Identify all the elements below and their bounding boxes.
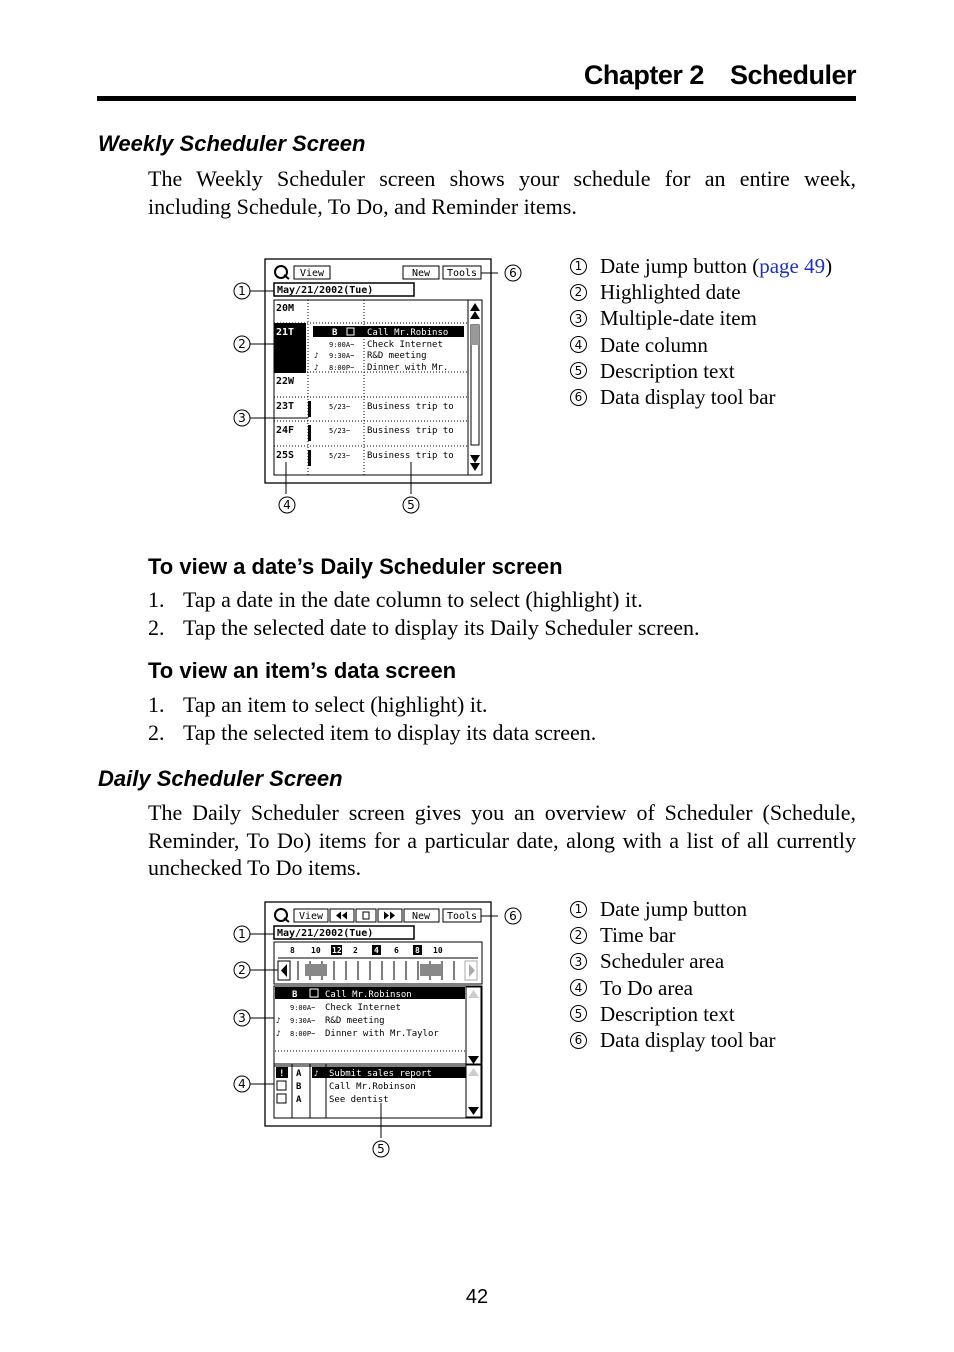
svg-text:May/21/2002(Tue): May/21/2002(Tue)	[277, 285, 374, 296]
chapter-title: Scheduler	[729, 60, 856, 90]
svg-text:View: View	[298, 911, 324, 922]
svg-text:9:00A~: 9:00A~	[290, 1004, 316, 1012]
callout-item: 3 Multiple-date item	[570, 305, 832, 331]
svg-text:Business trip to: Business trip to	[367, 402, 454, 412]
svg-text:Dinner with Mr.: Dinner with Mr.	[367, 363, 449, 373]
svg-text:5/23~: 5/23~	[329, 452, 351, 460]
daily-scheduler-screenshot	[228, 898, 528, 1163]
item-view-step-1: 1. Tap an item to select (highlight) it.	[148, 692, 488, 717]
weekly-callout-list	[570, 253, 832, 410]
new-button[interactable]	[403, 266, 439, 279]
svg-text:3: 3	[238, 411, 246, 425]
svg-text:♪: ♪	[276, 1016, 281, 1025]
svg-text:A: A	[296, 1095, 302, 1105]
chapter-heading	[584, 60, 856, 91]
item-view-title: To view an item’s data screen	[148, 658, 457, 683]
date-field[interactable]	[274, 283, 414, 296]
page-number: 42	[465, 1286, 489, 1308]
svg-text:24F: 24F	[276, 425, 295, 436]
page-link[interactable]: page 49	[759, 254, 826, 278]
today-button[interactable]	[356, 909, 376, 922]
svg-text:Business trip to: Business trip to	[367, 426, 454, 436]
svg-text:9:00A~: 9:00A~	[329, 341, 355, 349]
alarm-icon: ♪	[314, 363, 319, 372]
svg-text:!: !	[279, 1069, 285, 1079]
date-field[interactable]	[274, 926, 414, 939]
svg-text:♪: ♪	[276, 1029, 281, 1038]
svg-text:6: 6	[509, 266, 517, 280]
svg-text:23T: 23T	[276, 401, 295, 412]
view-button[interactable]	[294, 909, 328, 922]
svg-text:May/21/2002(Tue): May/21/2002(Tue)	[277, 928, 374, 939]
svg-text:5: 5	[407, 498, 415, 512]
callout-item: 6 Data display tool bar	[570, 384, 832, 410]
svg-text:Check Internet: Check Internet	[367, 340, 443, 350]
daily-section-title: Daily Scheduler Screen	[98, 766, 343, 791]
callout-item: 4 To Do area	[570, 975, 776, 1001]
svg-text:R&D meeting: R&D meeting	[367, 351, 427, 361]
svg-text:See dentist: See dentist	[329, 1095, 389, 1105]
weekly-scheduler-screenshot	[228, 255, 528, 520]
svg-text:Tools: Tools	[446, 268, 478, 279]
svg-text:8: 8	[415, 946, 420, 955]
callout-item: 1 Date jump button	[570, 896, 776, 922]
weekly-intro: The Weekly Scheduler screen shows your schedule for an entire week, including Schedule, To Do, and Reminder items.	[148, 166, 856, 219]
callout-item: 6 Data display tool bar	[570, 1027, 776, 1053]
svg-text:1: 1	[238, 927, 246, 941]
tools-button[interactable]	[443, 909, 481, 922]
daily-view-step-1: 1. Tap a date in the date column to select (highlight) it.	[148, 587, 643, 612]
svg-text:2: 2	[238, 963, 246, 977]
callout-item: 2 Highlighted date	[570, 279, 832, 305]
svg-text:22W: 22W	[276, 376, 295, 387]
svg-text:♪: ♪	[314, 1069, 319, 1078]
svg-text:3: 3	[238, 1011, 246, 1025]
svg-text:B: B	[296, 1082, 302, 1092]
svg-text:B: B	[332, 328, 338, 338]
view-button[interactable]	[294, 266, 330, 279]
svg-text:6: 6	[509, 909, 517, 923]
svg-text:5/23~: 5/23~	[329, 403, 351, 411]
svg-text:6: 6	[394, 946, 399, 955]
new-button[interactable]	[404, 909, 439, 922]
callout-item: 3 Scheduler area	[570, 948, 776, 974]
daily-intro: The Daily Scheduler screen gives you an overview of Scheduler (Schedule, Reminder, To Do) items for a particular date, along with a list of all currently unchecked To Do items.	[148, 800, 856, 880]
svg-text:2: 2	[238, 337, 246, 351]
svg-text:9:30A~: 9:30A~	[290, 1017, 316, 1025]
svg-text:A: A	[296, 1069, 302, 1079]
svg-text:9:30A~: 9:30A~	[329, 352, 355, 360]
callout-item: 5 Description text	[570, 358, 832, 384]
svg-text:Tools: Tools	[446, 911, 478, 922]
svg-text:Call Mr.Robinson: Call Mr.Robinson	[325, 990, 412, 1000]
callout-item: 2 Time bar	[570, 922, 776, 948]
svg-text:12: 12	[332, 946, 342, 955]
svg-text:4: 4	[238, 1077, 246, 1091]
svg-text:25S: 25S	[276, 450, 295, 461]
svg-text:8:00P~: 8:00P~	[290, 1030, 316, 1038]
svg-text:New: New	[411, 911, 431, 922]
daily-view-title: To view a date’s Daily Scheduler screen	[148, 554, 563, 579]
item-view-step-2: 2. Tap the selected item to display its data screen.	[148, 720, 597, 745]
svg-text:8: 8	[290, 946, 295, 955]
svg-text:Dinner with Mr.Taylor: Dinner with Mr.Taylor	[325, 1029, 439, 1039]
svg-text:21T: 21T	[276, 327, 295, 338]
svg-text:1: 1	[238, 284, 246, 298]
svg-text:B: B	[292, 990, 298, 1000]
svg-text:R&D meeting: R&D meeting	[325, 1016, 385, 1026]
svg-text:5: 5	[377, 1142, 385, 1156]
chapter-label: Chapter 2	[583, 60, 704, 90]
callout-item: 1 Date jump button ( page 49 )	[570, 253, 832, 279]
svg-text:New: New	[411, 268, 431, 279]
svg-text:2: 2	[353, 946, 358, 955]
daily-callout-list	[570, 896, 776, 1053]
svg-text:Submit sales report: Submit sales report	[329, 1069, 432, 1079]
header-rule	[97, 96, 856, 101]
svg-text:Call Mr.Robinso: Call Mr.Robinso	[367, 328, 449, 338]
daily-view-step-2: 2. Tap the selected date to display its Daily Scheduler screen.	[148, 615, 700, 640]
svg-text:5/23~: 5/23~	[329, 427, 351, 435]
svg-text:4: 4	[283, 498, 291, 512]
scrollbar[interactable]	[468, 300, 482, 475]
svg-text:Call Mr.Robinson: Call Mr.Robinson	[329, 1082, 416, 1092]
weekly-section-title: Weekly Scheduler Screen	[98, 131, 366, 156]
prev-day-button[interactable]	[330, 909, 354, 922]
svg-text:10: 10	[311, 946, 321, 955]
svg-text:20M: 20M	[276, 303, 295, 314]
svg-text:View: View	[299, 268, 325, 279]
svg-text:Business trip to: Business trip to	[367, 451, 454, 461]
svg-text:Check Internet: Check Internet	[325, 1003, 401, 1013]
callout-item: 4 Date column	[570, 332, 832, 358]
next-day-button[interactable]	[378, 909, 402, 922]
callout-item: 5 Description text	[570, 1001, 776, 1027]
svg-text:10: 10	[433, 946, 443, 955]
svg-text:8:00P~: 8:00P~	[329, 364, 355, 372]
svg-text:4: 4	[374, 946, 379, 955]
tools-button[interactable]	[443, 266, 481, 279]
alarm-icon: ♪	[314, 351, 319, 360]
